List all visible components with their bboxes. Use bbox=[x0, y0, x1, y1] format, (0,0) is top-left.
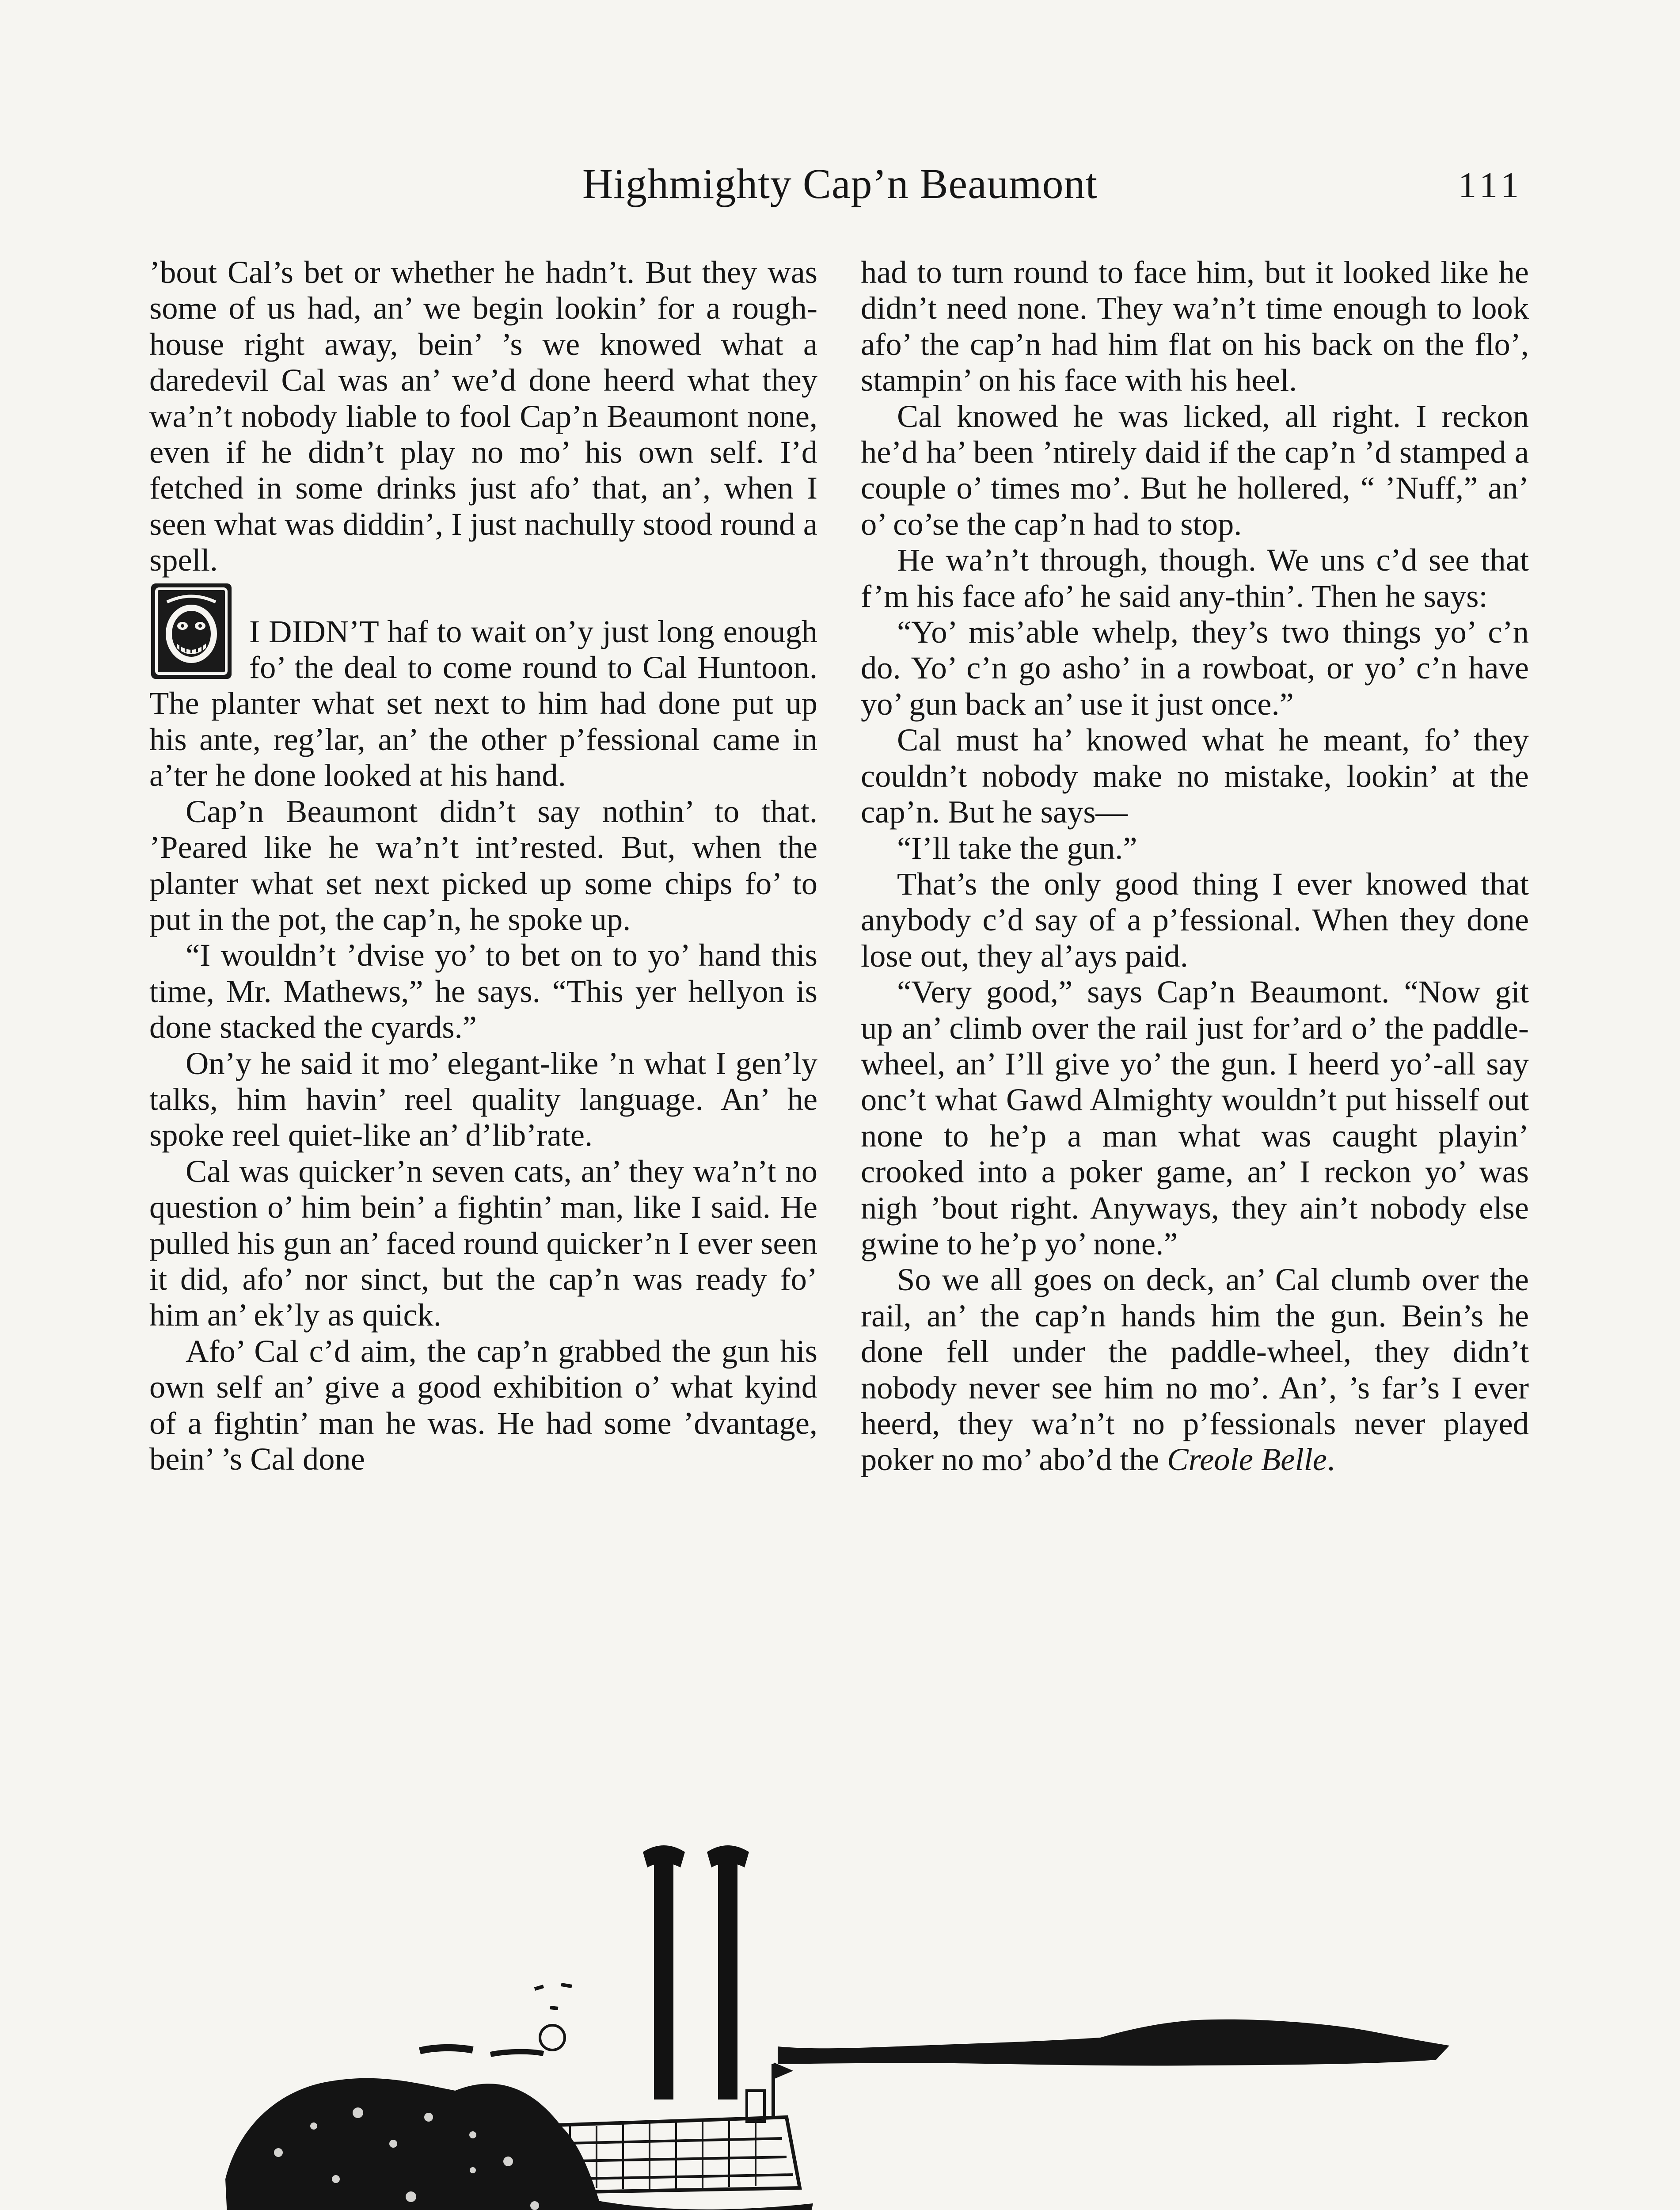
paragraph-end: . bbox=[1327, 1441, 1335, 1478]
boat-name: Creole Belle bbox=[1167, 1441, 1327, 1478]
paragraph: “Yo’ mis’able whelp, they’s two things yo’ c’n do. Yo’ c’n go asho’ in a rowboat, or yo’ c’n have yo’ gun back an’ use it just once.” bbox=[861, 614, 1529, 722]
paragraph: “I’ll take the gun.” bbox=[897, 830, 1137, 866]
paragraph: I DIDN’T haf to wait on’y just long enough fo’ the deal to come round to Cal Huntoon. The planter what set next to him had done put up his ante, reg’lar, an’ the other p’fessional came in a’ter he done looked at his hand. bbox=[149, 613, 817, 793]
paragraph: ’bout Cal’s bet or whether he hadn’t. But they was some of us had, an’ we begin lookin’ for a rough-house right away, bein’ ’s we knowed what a daredevil Cal was an’ we’d done heerd what they wa’n’t nobody liable to fool Cap’n Beaumont none, even if he didn’t play no mo’ his own self. I’d fetched in some drinks just afo’ that, an’, when I seen what was diddin’, I just nachully stood round a spell. bbox=[149, 254, 817, 578]
left-column bbox=[149, 254, 817, 1477]
paragraph: Afo’ Cal c’d aim, the cap’n grabbed the gun his own self an’ give a good exhibition o’ what kyind of a fightin’ man he was. He had some ’dvantage, bein’ ’s Cal done bbox=[149, 1333, 817, 1477]
paragraph: “Very good,” says Cap’n Beaumont. “Now git up an’ climb over the rail just for’ard o’ the paddle-wheel, an’ I’ll give yo’ the gun. I heerd yo’-all say onc’t what Gawd Almighty wouldn’t put hisself out none to he’p a man what was caught playin’ crooked into a poker game, an’ I reckon yo’ was nigh ’bout right. Anyways, they ain’t nobody else gwine to he’p yo’ none.” bbox=[861, 974, 1529, 1261]
page-title: Highmighty Cap’n Beaumont bbox=[582, 160, 1098, 207]
paragraph: Cap’n Beaumont didn’t say nothin’ to that. ’Peared like he wa’n’t int’rested. But, when the planter what set next picked up some chips fo’ to put in the pot, the cap’n, he spoke up. bbox=[149, 793, 817, 937]
page-number: 111 bbox=[1458, 165, 1523, 205]
paragraph bbox=[861, 1261, 1529, 1477]
paragraph: He wa’n’t through, though. We uns c’d see that f’m his face afo’ he said any-thin’. Then he says: bbox=[861, 542, 1529, 614]
steamboat-riverbank-illustration bbox=[225, 1843, 1463, 2210]
paragraph: That’s the only good thing I ever knowed that anybody c’d say of a p’fessional. When they done lose out, they al’ays paid. bbox=[861, 865, 1529, 974]
paragraph: “I wouldn’t ’dvise yo’ to bet on to yo’ hand this time, Mr. Mathews,” he says. “This yer hellyon is done stacked the cyards.” bbox=[149, 937, 817, 1045]
paragraph: Cal must ha’ knowed what he meant, fo’ they couldn’t nobody make no mistake, lookin’ at the cap’n. But he says— bbox=[861, 722, 1529, 830]
paragraph: Cal was quicker’n seven cats, an’ they wa’n’t no question o’ him bein’ a fightin’ man, like I said. He pulled his gun an’ faced round quicker’n I ever seen it did, afo’ nor sinct, but the cap’n was ready fo’ him an’ ek’ly as quick. bbox=[149, 1153, 817, 1333]
paragraph: had to turn round to face him, but it looked like he didn’t need none. They wa’n’t time enough to look afo’ the cap’n had him flat on his back on the flo’, stampin’ on his face with his heel. bbox=[861, 254, 1529, 398]
right-column bbox=[861, 254, 1529, 1478]
paragraph: Cal knowed he was licked, all right. I reckon he’d ha’ been ’ntirely daid if the cap’n ’d stamped a couple o’ times mo’. But he hollered, “ ’Nuff,” an’ o’ co’se the cap’n had to stop. bbox=[861, 398, 1529, 542]
paragraph: On’y he said it mo’ elegant-like ’n what I gen’ly talks, him havin’ reel quality language. An’ he spoke reel quiet-like an’ d’lib’rate. bbox=[149, 1045, 817, 1153]
paragraph-text: So we all goes on deck, an’ Cal clumb over the rail, an’ the cap’n hands him the gun. Bein’s he done fell under the paddle-wheel, they didn’t nobody never see him no mo’. An’, ’s far’s I ever heerd, they wa’n’t no p’fessionals never played poker no mo’ abo’d the bbox=[861, 1261, 1529, 1478]
ornamental-dropcap-icon bbox=[149, 582, 238, 684]
